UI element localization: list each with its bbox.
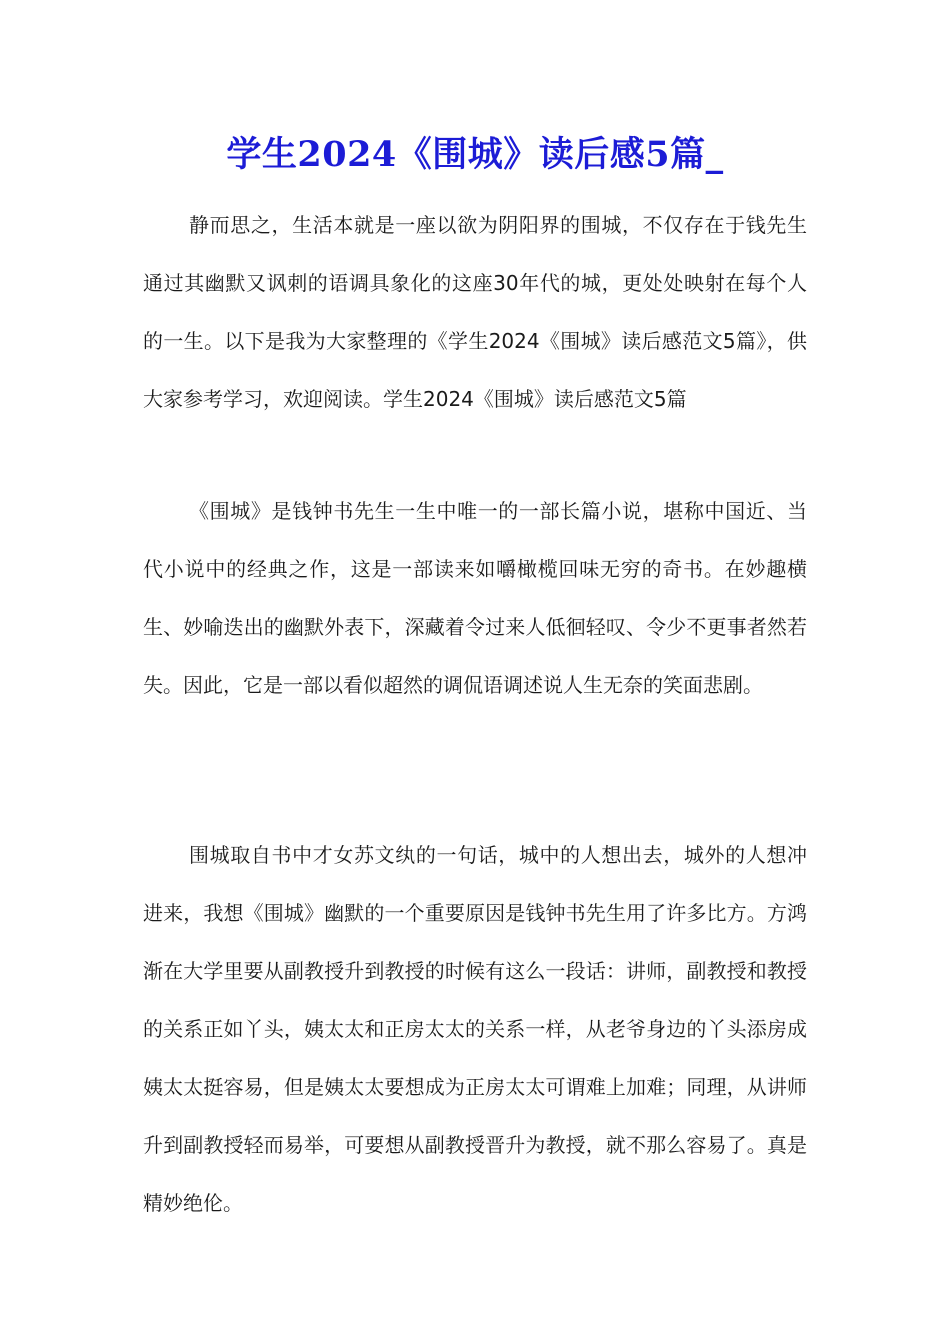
- paragraph-overview: 《围城》是钱钟书先生一生中唯一的一部长篇小说，堪称中国近、当代小说中的经典之作，这是一部读来如嚼橄榄回味无穷的奇书。在妙趣横生、妙喻迭出的幽默外表下，深藏着令过来人低徊轻叹、令少不更事者然若失。因此，它是一部以看似超然的调侃语调述说人生无奈的笑面悲剧。: [143, 499, 807, 697]
- paragraph-intro: 静而思之，生活本就是一座以欲为阴阳界的围城，不仅存在于钱先生通过其幽默又讽刺的语调具象化的这座30年代的城，更处处映射在每个人的一生。以下是我为大家整理的《学生2024《围城》读后感范文5篇》，供大家参考学习，欢迎阅读。学生2024《围城》读后感范文5篇: [143, 213, 807, 411]
- paragraph-analysis: 围城取自书中才女苏文纨的一句话，城中的人想出去，城外的人想冲进来，我想《围城》幽默的一个重要原因是钱钟书先生用了许多比方。方鸿渐在大学里要从副教授升到教授的时候有这么一段话：讲师，副教授和教授的关系正如丫头，姨太太和正房太太的关系一样，从老爷身边的丫头添房成姨太太挺容易，但是姨太太要想成为正房太太可谓难上加难；同理，从讲师升到副教授轻而易举，可要想从副教授晋升为教授，就不那么容易了。真是精妙绝伦。: [143, 843, 807, 1215]
- document-title: 学生2024《围城》读后感5篇_: [226, 134, 724, 175]
